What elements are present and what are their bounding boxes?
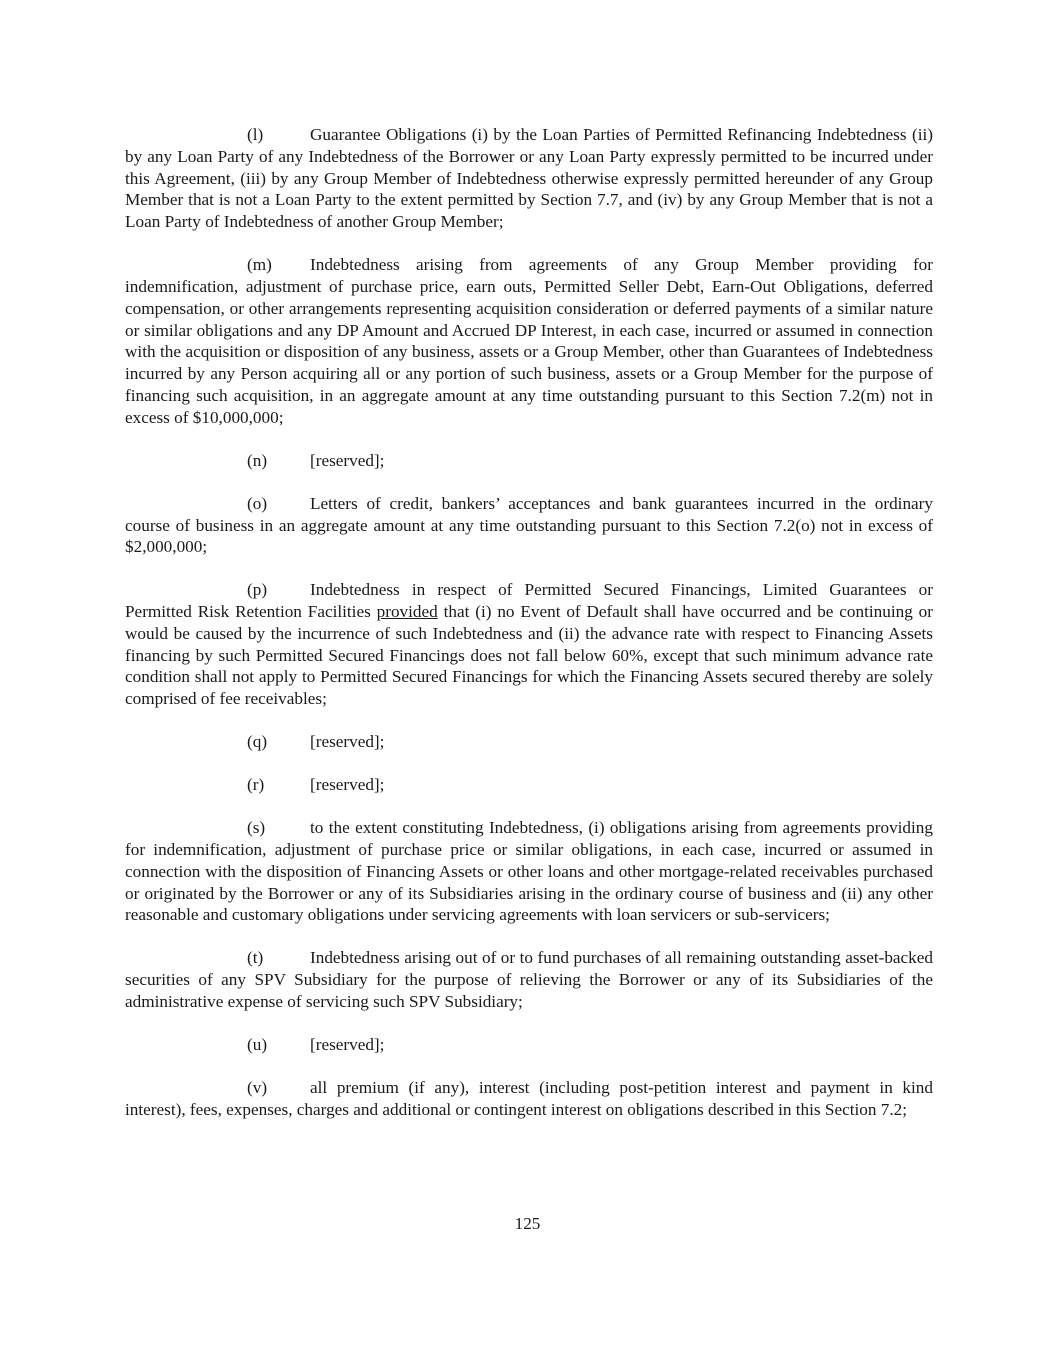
- paragraph-v: [125, 1077, 933, 1121]
- paragraph-text-after: that (i) no Event of Default shall have occurred and be continuing or would be caused by the incurrence of such Indebtedness and (ii) the advance rate with respect to Financing Assets financing by such Permitted Secured Financings does not fall below 60%, except that such minimum advance rate condition shall not apply to Permitted Secured Financings for which the Financing Assets secured thereby are solely comprised of fee receivables;: [125, 602, 933, 709]
- paragraph-marker: (p): [247, 580, 268, 600]
- page-number: 125: [514, 1214, 541, 1233]
- paragraph-l: [125, 124, 933, 233]
- paragraph-text: Guarantee Obligations (i) by the Loan Parties of Permitted Refinancing Indebtedness (ii) by any Loan Party of any Indebtedness of the Borrower or any Loan Party expressly permitted to be incurred under this Agreement, (iii) by any Group Member of Indebtedness otherwise expressly permitted hereunder of any Group Member that is not a Loan Party to the extent permitted by Section 7.7, and (iv) by any Group Member that is not a Loan Party of Indebtedness of another Group Member;: [125, 125, 933, 232]
- paragraph-q: [125, 731, 933, 753]
- paragraph-text: Indebtedness arising out of or to fund purchases of all remaining outstanding asset-backed securities of any SPV Subsidiary for the purpose of relieving the Borrower or any of its Subsidiaries of the administrative expense of servicing such SPV Subsidiary;: [125, 948, 933, 1011]
- paragraph-t: [125, 947, 933, 1012]
- underlined-term-provided: provided: [376, 602, 438, 622]
- paragraph-text: [reserved];: [310, 1034, 385, 1054]
- paragraph-s: [125, 817, 933, 926]
- paragraph-text: Indebtedness arising from agreements of any Group Member providing for indemnification, adjustment of purchase price, earn outs, Permitted Seller Debt, Earn-Out Obligations, deferred compensation, or other arrangements representing acquisition consideration or deferred payments of a similar nature or similar obligations and any DP Amount and Accrued DP Interest, in each case, incurred or assumed in connection with the acquisition or disposition of any business, assets or a Group Member, other than Guarantees of Indebtedness incurred by any Person acquiring all or any portion of such business, assets or a Group Member for the purpose of financing such acquisition, in an aggregate amount at any time outstanding pursuant to this Section 7.2(m) not in excess of $10,000,000;: [125, 255, 933, 427]
- paragraph-text: to the extent constituting Indebtedness, (i) obligations arising from agreements providing for indemnification, adjustment of purchase price or similar obligations, in each case, incurred or assumed in connection with the disposition of Financing Assets or other loans and other mortgage-related receivables purchased or originated by the Borrower or any of its Subsidiaries arising in the ordinary course of business and (ii) any other reasonable and customary obligations under servicing agreements with loan servicers or sub-servicers;: [125, 818, 933, 925]
- paragraph-n: [125, 450, 933, 472]
- paragraph-text-before: Indebtedness in respect of Permitted Secured Financings, Limited Guarantees or Permitted Risk Retention Facilities: [125, 580, 933, 622]
- paragraph-text: Letters of credit, bankers’ acceptances and bank guarantees incurred in the ordinary course of business in an aggregate amount at any time outstanding pursuant to this Section 7.2(o) not in excess of $2,000,000;: [125, 493, 933, 557]
- paragraph-text: all premium (if any), interest (including post-petition interest and payment in kind interest), fees, expenses, charges and additional or contingent interest on obligations described in this Section 7.2;: [125, 1077, 933, 1119]
- paragraph-marker: (u): [247, 1034, 268, 1054]
- paragraph-u: [125, 1034, 933, 1056]
- paragraph-marker: (n): [247, 450, 268, 470]
- paragraph-text: [reserved];: [310, 450, 385, 470]
- paragraph-marker: (q): [247, 732, 268, 752]
- paragraph-p: [125, 579, 933, 710]
- paragraph-marker: (s): [247, 818, 266, 838]
- paragraph-o: [125, 493, 933, 558]
- paragraph-marker: (o): [247, 493, 268, 513]
- paragraph-text: [reserved];: [310, 775, 385, 795]
- paragraph-marker: (t): [247, 948, 264, 968]
- paragraph-text: [reserved];: [310, 732, 385, 752]
- paragraph-m: [125, 254, 933, 428]
- document-page: [125, 124, 933, 1142]
- paragraph-r: [125, 774, 933, 796]
- paragraph-marker: (l): [247, 125, 264, 144]
- paragraph-marker: (m): [247, 255, 272, 275]
- paragraph-marker: (v): [247, 1077, 268, 1097]
- paragraph-marker: (r): [247, 775, 265, 795]
